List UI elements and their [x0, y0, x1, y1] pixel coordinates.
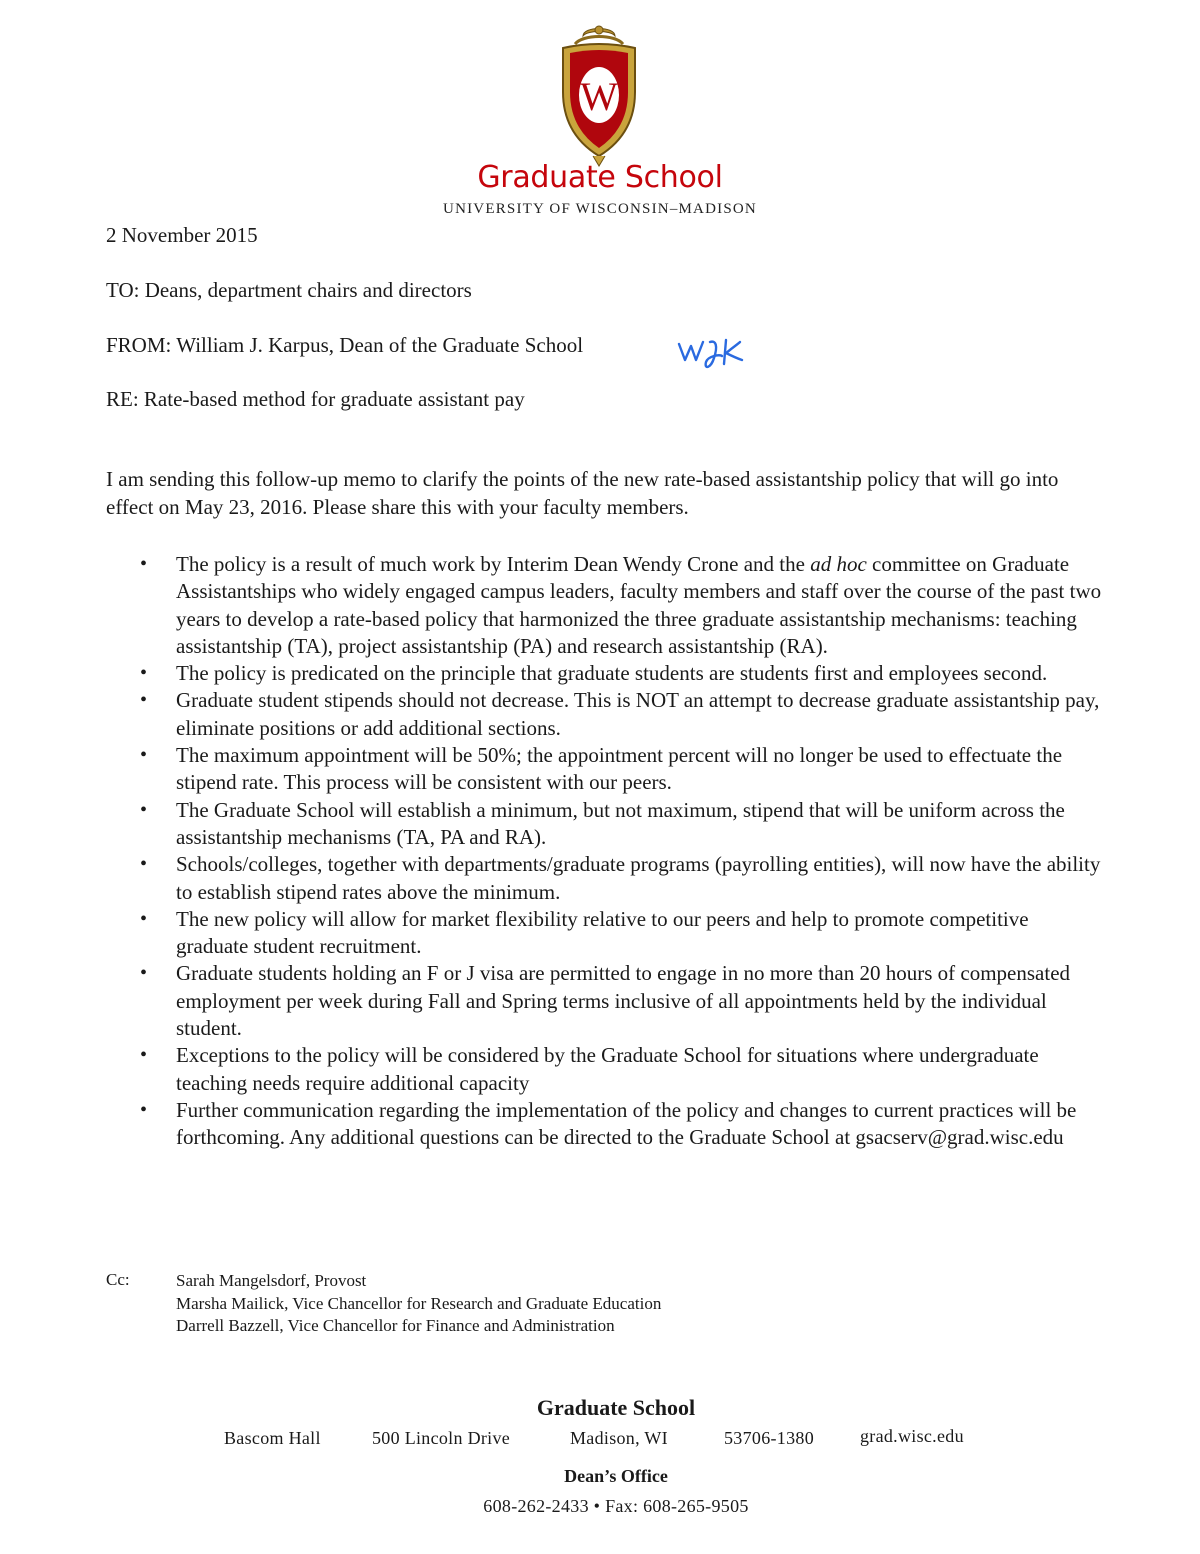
list-item: • Exceptions to the policy will be considered by the Graduate School for situations where undergraduate teaching needs require additional capacity [140, 1043, 1039, 1095]
list-item: • The maximum appointment will be 50%; the appointment percent will no longer be used to effectuate the stipend rate. This process will be consistent with our peers. [140, 743, 1063, 795]
memo-intro-paragraph: I am sending this follow-up memo to clarify the points of the new rate-based assistantship policy that will go into effect on May 23, 2016. Please share this with your faculty members. [106, 467, 1059, 519]
footer-zip: 53706-1380 [724, 1428, 814, 1448]
bullet-marker: • [140, 553, 148, 575]
memo-date: 2 November 2015 [106, 223, 258, 247]
bullet-marker: • [140, 798, 148, 821]
bullet-marker: • [140, 1098, 148, 1121]
list-item: • Schools/colleges, together with departments/graduate programs (payrolling entities), will now have the ability to establish stipend rates above the minimum. [140, 852, 1101, 904]
memo-from-line: FROM: William J. Karpus, Dean of the Graduate School [106, 333, 584, 357]
bullet-marker: • [140, 1044, 148, 1067]
bullet-marker: • [140, 689, 148, 712]
bullet-marker: • [140, 662, 148, 685]
cc-recipient: Marsha Mailick, Vice Chancellor for Research and Graduate Education [176, 1293, 662, 1313]
footer-building: Bascom Hall [224, 1428, 321, 1448]
handwritten-initials-signature [676, 330, 746, 376]
bullet-marker: • [140, 744, 148, 767]
cc-recipient: Darrell Bazzell, Vice Chancellor for Finance and Administration [176, 1316, 615, 1335]
list-item: • Further communication regarding the implementation of the policy and changes to current practices will be forthcoming. Any additional questions can be directed to the Graduate School at gsacserv@grad.wisc.edu [140, 1097, 1077, 1150]
list-item: • The new policy will allow for market flexibility relative to our peers and help to promote competitive graduate student recruitment. [140, 906, 1029, 959]
cc-recipient: Sarah Mangelsdorf, Provost [176, 1271, 367, 1290]
memo-re-line: RE: Rate-based method for graduate assistant pay [106, 387, 525, 411]
letterhead-school-name: Graduate School [477, 160, 723, 195]
list-item: • The policy is a result of much work by Interim Dean Wendy Crone and the ad hoc committee on Graduate Assistantships who widely engaged campus leaders, faculty members and staff over the course of the past two years to develop a rate-based policy that harmonized the three graduate assistantship mechanisms: teaching assistantship (TA), project assistantship (PA) and research assistantship (RA). [140, 552, 1102, 658]
footer-website-link[interactable]: grad.wisc.edu [860, 1426, 964, 1446]
list-item: • Graduate student stipends should not decrease. This is NOT an attempt to decrease graduate assistantship pay, eliminate positions or add additional sections. [140, 688, 1100, 740]
bullet-marker: • [140, 853, 148, 876]
letterhead-university-name: UNIVERSITY OF WISCONSIN–MADISON [443, 201, 757, 217]
list-item: • The Graduate School will establish a minimum, but not maximum, stipend that will be uniform across the assistantship mechanisms (TA, PA and RA). [140, 797, 1065, 849]
bullet-marker: • [140, 962, 148, 985]
list-item: • Graduate students holding an F or J visa are permitted to engage in no more than 20 hours of compensated employment per week during Fall and Spring terms inclusive of all appointments held by the individual student. [140, 961, 1071, 1041]
policy-points-list [0, 551, 1200, 1152]
svg-text:W: W [580, 74, 618, 119]
bullet-marker: • [140, 907, 148, 930]
cc-label: Cc: [106, 1270, 130, 1289]
memo-to-line: TO: Deans, department chairs and directors [106, 278, 472, 302]
footer-street: 500 Lincoln Drive [372, 1428, 511, 1448]
uw-crest-logo [553, 22, 645, 170]
footer-office-name: Dean’s Office [564, 1466, 668, 1486]
cc-recipient-list [176, 1270, 661, 1338]
footer-title: Graduate School [536, 1395, 696, 1420]
list-item: • The policy is predicated on the principle that graduate students are students first and employees second. [0, 660, 1106, 687]
footer-city: Madison, WI [570, 1428, 668, 1448]
footer-phone-fax: 608-262-2433 • Fax: 608-265-9505 [483, 1496, 749, 1516]
